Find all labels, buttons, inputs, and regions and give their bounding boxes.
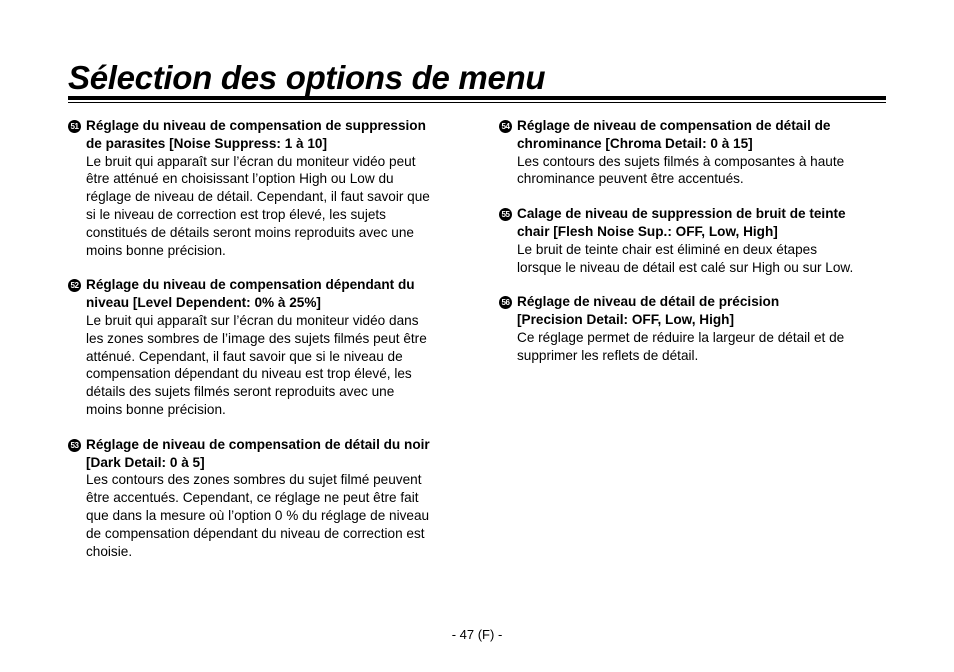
title-rule-thin	[68, 102, 886, 103]
option-description-line: atténué. Cependant, il faut savoir que si le niveau de	[86, 348, 403, 364]
option-heading: Réglage du niveau de compensation de suppression	[86, 118, 426, 133]
option-heading: [Precision Detail: OFF, Low, High]	[517, 312, 735, 328]
option-heading: niveau [Level Dependent: 0% à 25%]	[86, 295, 321, 311]
option-heading: [Dark Detail: 0 à 5]	[86, 454, 205, 470]
circled-number-icon: 55	[499, 208, 512, 221]
option-heading: Réglage de niveau de compensation de détail de	[517, 118, 831, 133]
title-rule-thick	[68, 96, 886, 100]
option-description-line: les zones sombres de l’image des sujets filmés peut être	[86, 330, 427, 346]
page-title: Sélection des options de menu	[68, 59, 546, 96]
option-description-line: supprimer les reflets de détail.	[517, 347, 699, 363]
option-description-line: constitués de détails seront moins reproduits avec une	[86, 224, 414, 240]
option-heading: Réglage de niveau de détail de précision	[517, 294, 780, 310]
option-heading: Réglage du niveau de compensation dépendant du	[86, 277, 415, 293]
left-column	[68, 117, 454, 577]
option-description-line: être atténué en choisissant l’option High ou Low du	[86, 171, 394, 187]
option-heading: Réglage de niveau de compensation de détail du noir	[86, 436, 430, 452]
menu-option-item	[68, 276, 454, 418]
option-description-line: chrominance peuvent être accentués.	[517, 171, 744, 187]
option-description-line: Le bruit de teinte chair est éliminé en deux étapes	[517, 241, 818, 257]
option-description-line: de compensation dépendant du niveau de correction est	[86, 525, 425, 541]
menu-option-item	[68, 117, 454, 259]
circled-number-icon: 52	[68, 279, 81, 292]
option-description-line: moins bonne précision.	[86, 401, 226, 417]
option-description-line: Le bruit qui apparaît sur l’écran du moniteur vidéo dans	[86, 312, 419, 328]
option-heading: chrominance [Chroma Detail: 0 à 15]	[517, 135, 753, 151]
option-description-line: détails des sujets filmés seront reproduits avec une	[86, 384, 395, 400]
circled-number-icon: 54	[499, 120, 512, 133]
option-description-line: Le bruit qui apparaît sur l’écran du moniteur vidéo peut	[86, 153, 416, 169]
circled-number-icon: 53	[68, 439, 81, 452]
option-description-line: Les contours des sujets filmés à composantes à haute	[517, 153, 845, 169]
circled-number-icon: 56	[499, 296, 512, 309]
option-description-line: compensation dépendant du niveau est trop élevé, les	[86, 366, 412, 382]
right-column	[499, 117, 889, 382]
option-description-line: moins bonne précision.	[86, 242, 226, 258]
option-description-line: choisie.	[86, 543, 133, 559]
option-description-line: réglage de niveau de détail. Cependant, il faut savoir que	[86, 189, 430, 205]
page-number: - 47 (F) -	[451, 627, 503, 642]
option-heading: chair [Flesh Noise Sup.: OFF, Low, High]	[517, 223, 778, 239]
menu-option-item	[499, 117, 889, 188]
circled-number-icon: 51	[68, 120, 81, 133]
option-description-line: lorsque le niveau de détail est calé sur High ou sur Low.	[517, 259, 854, 275]
option-description-line: Ce réglage permet de réduire la largeur de détail et de	[517, 329, 845, 345]
menu-option-item	[499, 205, 889, 276]
option-description-line: Les contours des zones sombres du sujet filmé peuvent	[86, 472, 422, 488]
option-heading: de parasites [Noise Suppress: 1 à 10]	[86, 135, 328, 151]
menu-option-item	[68, 436, 454, 561]
option-heading: Calage de niveau de suppression de bruit de teinte	[517, 206, 846, 222]
option-description-line: être accentués. Cependant, ce réglage ne peut être fait	[86, 490, 419, 506]
menu-option-item	[499, 293, 889, 364]
option-description-line: que dans la mesure où l’option 0 % du réglage de niveau	[86, 507, 430, 523]
option-description-line: si le niveau de correction est trop élevé, les sujets	[86, 206, 386, 222]
